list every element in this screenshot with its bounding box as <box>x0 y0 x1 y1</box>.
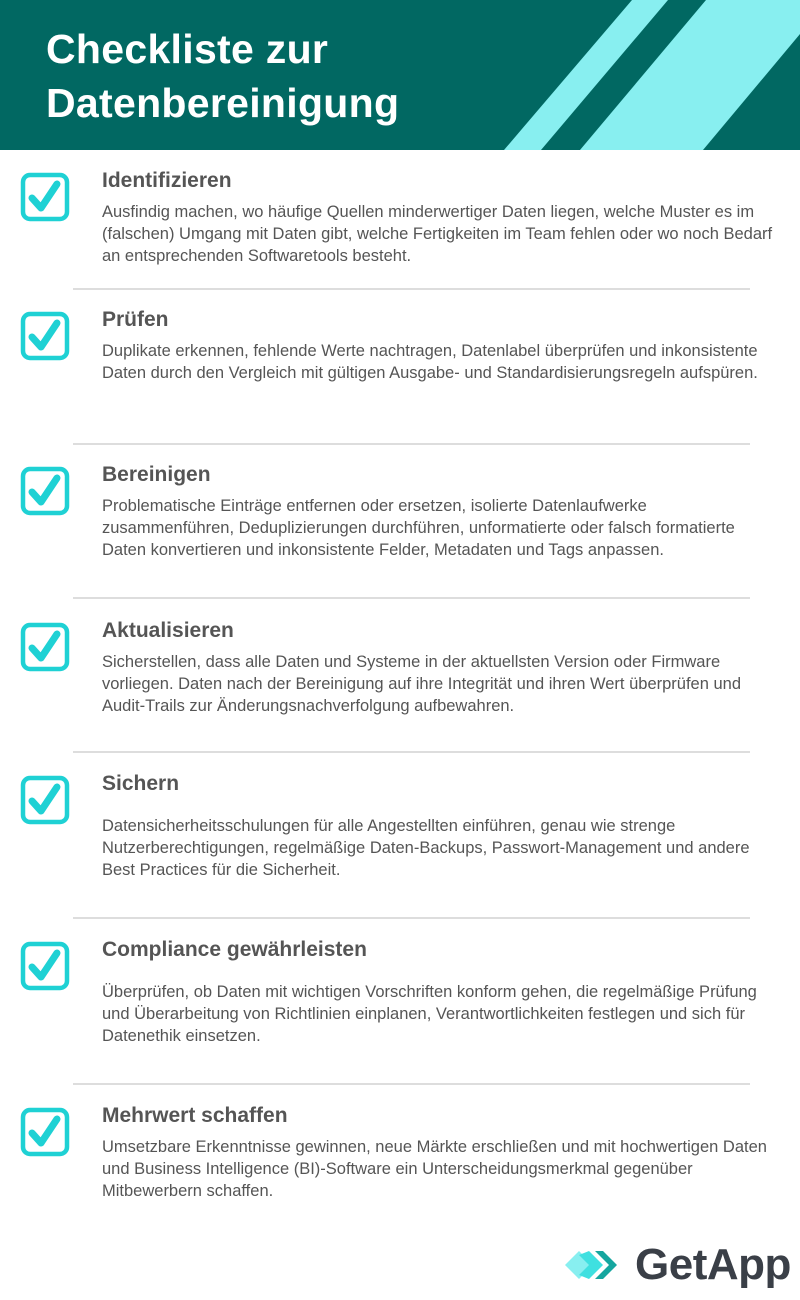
checkbox-checked-icon <box>20 775 70 825</box>
divider <box>73 917 750 919</box>
header-banner <box>0 0 800 150</box>
getapp-logo-text: GetApp <box>635 1240 791 1289</box>
item-title: Aktualisieren <box>102 619 234 642</box>
getapp-logo <box>565 1240 791 1290</box>
item-description: Problematische Einträge entfernen oder ersetzen, isolierte Datenlaufwerke zusammenführen, Deduplizierungen durchführen, unformatierte oder falsch formatierte Daten konvertieren und inkonsistente Felder, Metadaten und Tags anpassen. <box>102 497 735 559</box>
item-title: Prüfen <box>102 308 169 331</box>
item-description: Sicherstellen, dass alle Daten und Systeme in der aktuellsten Version oder Firmware vorliegen. Daten nach der Bereinigung auf ihre Integrität und ihren Wert überprüfen und Audit-Trails zur Änderungsnachverfolgung aufbewahren. <box>102 653 742 715</box>
checkbox-checked-icon <box>20 172 70 222</box>
checkbox-checked-icon <box>20 1107 70 1157</box>
item-description: Überprüfen, ob Daten mit wichtigen Vorschriften konform gehen, die regelmäßige Prüfung und Überarbeitung von Richtlinien einplanen, Verantwortlichkeiten festlegen und sich für Datenethik einsetzen. <box>102 983 757 1045</box>
page-title: Checkliste zur Datenbereinigung <box>46 26 400 126</box>
divider <box>73 288 750 290</box>
item-title: Compliance gewährleisten <box>102 938 367 961</box>
item-description: Duplikate erkennen, fehlende Werte nachtragen, Datenlabel überprüfen und inkonsistente Daten durch den Vergleich mit gültigen Ausgabe- und Standardisierungsregeln aufspüren. <box>102 342 758 382</box>
item-title: Bereinigen <box>102 463 211 486</box>
item-title: Identifizieren <box>102 169 232 192</box>
divider <box>73 443 750 445</box>
checkbox-checked-icon <box>20 622 70 672</box>
item-description: Ausfindig machen, wo häufige Quellen minderwertiger Daten liegen, welche Muster es im (falschen) Umgang mit Daten gibt, welche Fertigkeiten im Team fehlen oder wo noch Bedarf an entsprechenden Softwaretools besteht. <box>102 203 773 265</box>
checkbox-checked-icon <box>20 941 70 991</box>
item-title: Sichern <box>102 772 180 795</box>
checkbox-checked-icon <box>20 311 70 361</box>
divider <box>73 751 750 753</box>
item-description: Datensicherheitsschulungen für alle Angestellten einführen, genau wie strenge Nutzerberechtigungen, regelmäßige Daten-Backups, Passwort-Management und andere Best Practices für die Sicherheit. <box>102 817 750 879</box>
checkbox-checked-icon <box>20 466 70 516</box>
getapp-chevrons-icon <box>565 1247 627 1283</box>
divider <box>73 1083 750 1085</box>
item-description: Umsetzbare Erkenntnisse gewinnen, neue Märkte erschließen und mit hochwertigen Daten und Business Intelligence (BI)-Software ein Unterscheidungsmerkmal gegenüber Mitbewerbern schaffen. <box>102 1138 767 1200</box>
divider <box>73 597 750 599</box>
item-title: Mehrwert schaffen <box>102 1104 288 1127</box>
